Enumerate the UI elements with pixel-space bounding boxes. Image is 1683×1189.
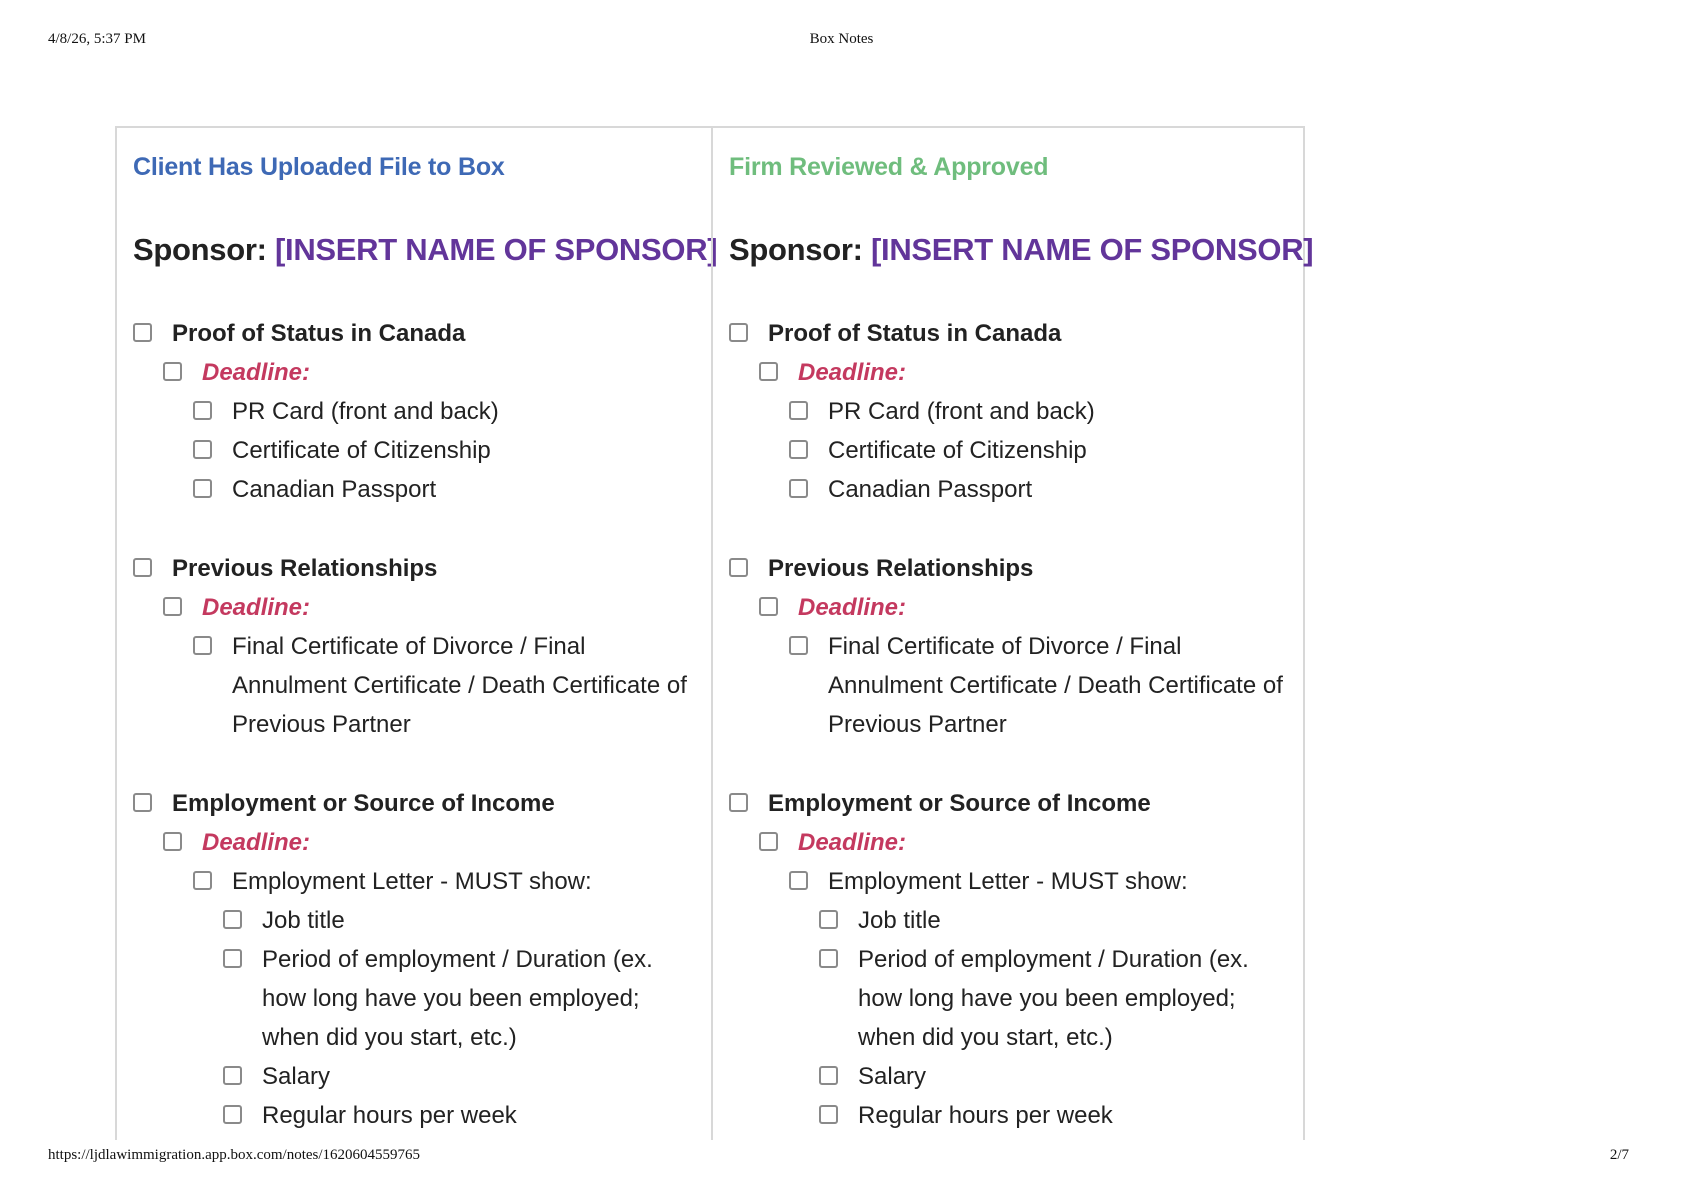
column-firm-approved [711,128,1314,1140]
checkbox[interactable] [819,910,838,929]
print-datetime: 4/8/26, 5:37 PM [48,31,146,47]
checklist-subitem: Job title [858,907,941,934]
sponsor-placeholder[interactable]: [INSERT NAME OF SPONSOR] [870,232,1314,267]
section-proof-of-status [133,314,695,509]
checkbox[interactable] [789,401,808,420]
deadline-label: Deadline: [202,594,311,621]
section-heading: Previous Relationships [768,555,1034,582]
checklist-subitem: Job title [262,907,345,934]
column-client-uploaded [117,128,718,1140]
deadline-label: Deadline: [798,829,907,856]
checklist-subitem: Period of employment / Duration (ex. how long have you been employed; when did you start, etc.) [262,946,653,1051]
print-url: https://ljdlawimmigration.app.box.com/notes/1620604559765 [48,1147,421,1163]
deadline-label: Deadline: [798,594,907,621]
sponsor-line [133,228,718,272]
section-employment-income [133,784,695,1135]
checklist-item: Employment Letter - MUST show: [232,868,592,895]
print-header [48,31,1635,51]
checklist-subitem: Period of employment / Duration (ex. how long have you been employed; when did you start, etc.) [858,946,1249,1051]
checklist-table [115,126,1314,1140]
checklist-subitem: Regular hours per week [262,1102,517,1129]
checklist-item: Canadian Passport [232,476,437,503]
section-previous-relationships [133,549,695,744]
checklist-item: PR Card (front and back) [828,398,1095,425]
checkbox[interactable] [759,362,778,381]
section-heading: Previous Relationships [172,555,438,582]
checkbox[interactable] [223,949,242,968]
checklist-item: PR Card (front and back) [232,398,499,425]
checkbox[interactable] [729,323,748,342]
checklist-subitem: Salary [858,1063,927,1090]
checkbox[interactable] [223,910,242,929]
checkbox[interactable] [789,440,808,459]
checkbox[interactable] [133,323,152,342]
checkbox[interactable] [759,832,778,851]
deadline-label: Deadline: [202,359,311,386]
sponsor-line [729,228,1314,272]
checklist-item: Final Certificate of Divorce / Final Annulment Certificate / Death Certificate of Previous Partner [232,633,687,738]
checklist-item: Certificate of Citizenship [232,437,491,464]
checkbox[interactable] [193,636,212,655]
sponsor-placeholder[interactable]: [INSERT NAME OF SPONSOR] [274,232,718,267]
sponsor-label: Sponsor: [133,232,267,267]
section-heading: Employment or Source of Income [172,790,555,817]
checklist-item: Certificate of Citizenship [828,437,1087,464]
checkbox[interactable] [223,1105,242,1124]
checkbox[interactable] [133,558,152,577]
checklist-item: Final Certificate of Divorce / Final Annulment Certificate / Death Certificate of Previous Partner [828,633,1283,738]
print-title: Box Notes [809,31,874,47]
checkbox[interactable] [193,479,212,498]
checkbox[interactable] [223,1066,242,1085]
checklist-subitem: Salary [262,1063,331,1090]
checkbox[interactable] [789,871,808,890]
checkbox[interactable] [759,597,778,616]
sponsor-label: Sponsor: [729,232,863,267]
column-title: Firm Reviewed & Approved [729,153,1049,181]
checkbox[interactable] [163,597,182,616]
deadline-label: Deadline: [202,829,311,856]
checkbox[interactable] [819,1066,838,1085]
section-heading: Proof of Status in Canada [768,320,1062,347]
deadline-label: Deadline: [798,359,907,386]
checkbox[interactable] [163,362,182,381]
print-footer [48,1147,1635,1167]
checkbox[interactable] [729,558,748,577]
checkbox[interactable] [193,401,212,420]
section-employment-income [729,784,1289,1135]
checkbox[interactable] [789,479,808,498]
checkbox[interactable] [133,793,152,812]
checkbox[interactable] [819,949,838,968]
section-proof-of-status [729,314,1289,509]
checklist-item: Employment Letter - MUST show: [828,868,1188,895]
checkbox[interactable] [819,1105,838,1124]
checkbox[interactable] [163,832,182,851]
checkbox[interactable] [789,636,808,655]
column-title: Client Has Uploaded File to Box [133,153,505,181]
section-heading: Employment or Source of Income [768,790,1151,817]
section-previous-relationships [729,549,1289,744]
page-number: 2/7 [1609,1147,1629,1163]
section-heading: Proof of Status in Canada [172,320,466,347]
checkbox[interactable] [193,871,212,890]
checkbox[interactable] [729,793,748,812]
checkbox[interactable] [193,440,212,459]
checklist-item: Canadian Passport [828,476,1033,503]
checklist-subitem: Regular hours per week [858,1102,1113,1129]
